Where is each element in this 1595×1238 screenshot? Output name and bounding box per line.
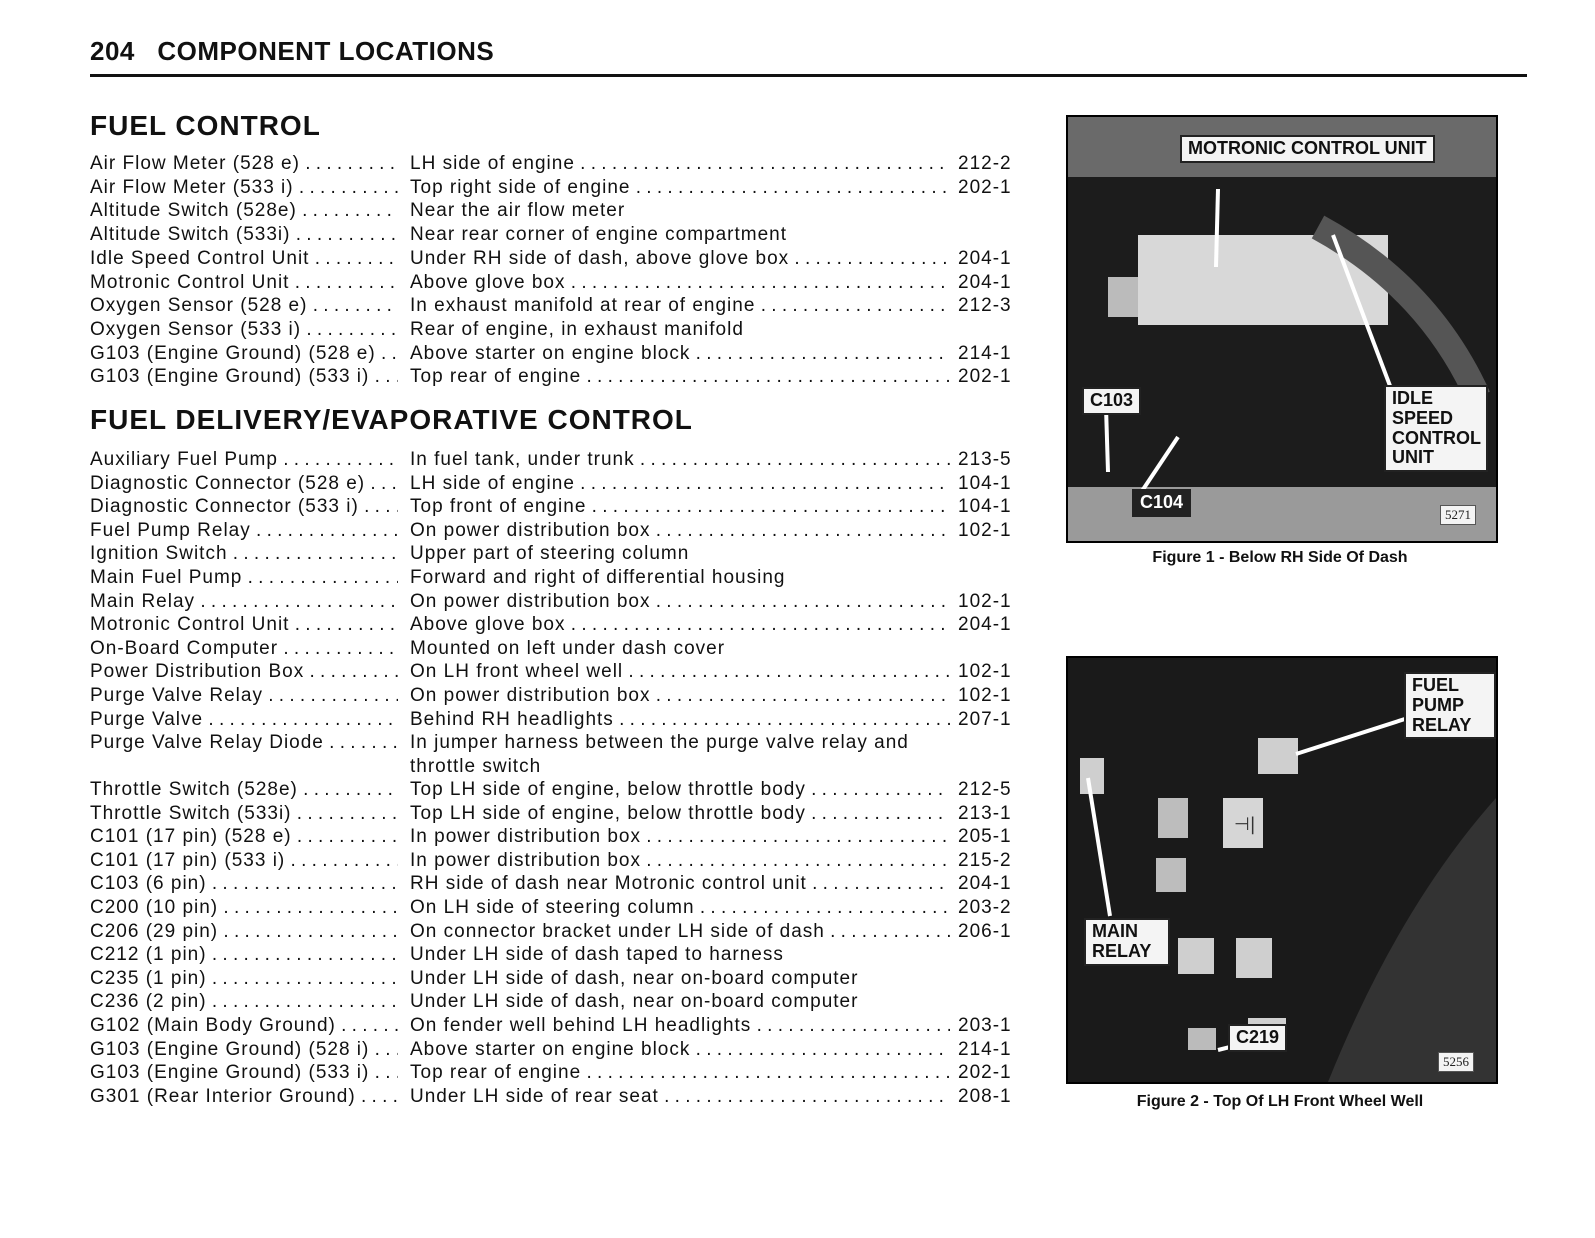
- table-row: [90, 779, 1030, 803]
- component-location: In jumper harness between the purge valve relay and: [410, 732, 909, 754]
- component-location: Forward and right of differential housing: [410, 567, 786, 588]
- figure-reference: 212-5: [958, 779, 1012, 800]
- figure-reference: 102-1: [958, 685, 1012, 706]
- component-name: Purge Valve Relay . . .: [90, 685, 398, 707]
- svg-text:⊣|: ⊣|: [1234, 814, 1256, 835]
- component-name: Altitude Switch (533i) . . .: [90, 224, 398, 246]
- component-name: Main Fuel Pump . . .: [90, 567, 398, 589]
- figure-reference: 202-1: [958, 366, 1012, 388]
- component-name: Fuel Pump Relay . . .: [90, 520, 398, 542]
- label-c219: C219: [1228, 1024, 1287, 1052]
- figure-reference: 204-1: [958, 271, 1012, 293]
- component-location: On connector bracket under LH side of dash . . .: [410, 921, 950, 943]
- component-name: C103 (6 pin) . . .: [90, 873, 398, 895]
- component-name: Air Flow Meter (533 i) . . .: [90, 177, 398, 199]
- figure-reference: 203-1: [958, 1015, 1012, 1036]
- section-title-fuel-control: FUEL CONTROL: [90, 110, 321, 141]
- component-name: G301 (Rear Interior Ground) . . .: [90, 1086, 398, 1108]
- figure-reference: 202-1: [958, 176, 1012, 198]
- table-row: [90, 366, 1030, 390]
- table-row: [90, 638, 1030, 662]
- component-location: On power distribution box . . .: [410, 685, 950, 707]
- component-name: Power Distribution Box . . .: [90, 661, 398, 683]
- figure-reference: 102-1: [958, 590, 1012, 612]
- figure-2-number: 5256: [1438, 1052, 1474, 1072]
- component-location: Behind RH headlights . . .: [410, 709, 950, 731]
- component-name: C200 (10 pin) . . .: [90, 897, 398, 919]
- table-row: [90, 850, 1030, 874]
- location-continuation: throttle switch: [410, 756, 542, 777]
- table-row: [90, 826, 1030, 850]
- figure-reference: 214-1: [958, 342, 1012, 364]
- figure-reference: 206-1: [958, 920, 1012, 942]
- table-row: [90, 200, 1030, 224]
- table-row: [90, 803, 1030, 827]
- table-row: [90, 591, 1030, 615]
- component-name: On-Board Computer . . .: [90, 638, 398, 660]
- component-location: Top LH side of engine, below throttle body . . .: [410, 779, 950, 801]
- table-row: [90, 709, 1030, 733]
- component-location: Under LH side of dash taped to harness: [410, 944, 784, 966]
- page-title: COMPONENT LOCATIONS: [157, 36, 495, 66]
- label-motronic-control-unit: MOTRONIC CONTROL UNIT: [1180, 135, 1435, 163]
- label-main-relay: MAIN RELAY: [1084, 918, 1170, 966]
- component-name: Purge Valve . . .: [90, 709, 398, 731]
- figure-reference: 204-1: [958, 614, 1012, 636]
- figure-reference: 213-1: [958, 802, 1012, 824]
- figure-reference: 202-1: [958, 1062, 1012, 1084]
- component-location: Above glove box . . .: [410, 272, 950, 294]
- component-name: Oxygen Sensor (528 e) . . .: [90, 295, 398, 317]
- component-location: In exhaust manifold at rear of engine . . .: [410, 295, 950, 317]
- section-title-fuel-delivery: FUEL DELIVERY/EVAPORATIVE CONTROL: [90, 404, 693, 435]
- component-location: Top rear of engine . . .: [410, 366, 950, 388]
- label-idle-speed-control-unit: IDLE SPEED CONTROL UNIT: [1384, 385, 1488, 472]
- table-row: [90, 968, 1030, 992]
- component-name: Auxiliary Fuel Pump . . .: [90, 449, 398, 471]
- component-name: G103 (Engine Ground) (528 i) . . .: [90, 1039, 398, 1061]
- component-location: In fuel tank, under trunk . . .: [410, 449, 950, 471]
- component-location: Rear of engine, in exhaust manifold: [410, 318, 744, 340]
- table-row: [90, 520, 1030, 544]
- figure-1-photo: [1066, 115, 1498, 543]
- component-location: Top LH side of engine, below throttle body . . .: [410, 803, 950, 825]
- figure-2-caption: Figure 2 - Top Of LH Front Wheel Well: [1136, 1093, 1424, 1110]
- table-row: [90, 661, 1030, 685]
- table-row: [90, 1086, 1030, 1110]
- component-location: Top right side of engine . . .: [410, 177, 950, 199]
- figure-reference: 102-1: [958, 661, 1012, 683]
- table-row: [90, 921, 1030, 945]
- page-header: [90, 36, 1527, 77]
- figure-reference: 104-1: [958, 472, 1012, 494]
- component-name: G103 (Engine Ground) (533 i) . . .: [90, 366, 398, 388]
- table-row: [90, 991, 1030, 1015]
- table-row: [90, 449, 1030, 473]
- component-location: Above glove box . . .: [410, 614, 950, 636]
- component-location: On fender well behind LH headlights . . .: [410, 1015, 950, 1037]
- component-location: On LH side of steering column . . .: [410, 897, 950, 919]
- table-row: [90, 732, 1030, 756]
- component-name: Altitude Switch (528e) . . .: [90, 200, 398, 222]
- component-location: LH side of engine . . .: [410, 473, 950, 495]
- table-row: [90, 272, 1030, 296]
- table-row: [90, 873, 1030, 897]
- table-row: [90, 496, 1030, 520]
- table-row: [90, 248, 1030, 272]
- figure-2-photo: [1066, 656, 1498, 1084]
- component-name: C212 (1 pin) . . .: [90, 944, 398, 966]
- label-c103: C103: [1082, 387, 1141, 415]
- component-location: On power distribution box . . .: [410, 591, 950, 613]
- table-row: [90, 1015, 1030, 1039]
- component-location: Under LH side of dash, near on-board computer: [410, 991, 859, 1013]
- component-name: Idle Speed Control Unit . . .: [90, 248, 398, 270]
- table-row: [90, 224, 1030, 248]
- component-name: C235 (1 pin) . . .: [90, 968, 398, 990]
- component-name: G103 (Engine Ground) (528 e) . . .: [90, 343, 398, 365]
- component-location: Under RH side of dash, above glove box . . .: [410, 248, 950, 270]
- component-location: Near rear corner of engine compartment: [410, 224, 787, 246]
- component-name: Oxygen Sensor (533 i) . . .: [90, 319, 398, 341]
- table-row: [90, 473, 1030, 497]
- component-location: Top rear of engine . . .: [410, 1062, 950, 1084]
- page-number: 204: [90, 36, 135, 66]
- table-row: [90, 567, 1030, 591]
- figure-reference: 204-1: [958, 247, 1012, 269]
- figure-reference: 102-1: [958, 519, 1012, 541]
- table-row: [90, 153, 1030, 177]
- table-row: [90, 343, 1030, 367]
- component-name: Main Relay . . .: [90, 591, 398, 613]
- component-name: G102 (Main Body Ground) . . .: [90, 1015, 398, 1037]
- component-name: Throttle Switch (533i) . . .: [90, 803, 398, 825]
- component-location: Near the air flow meter: [410, 200, 626, 222]
- figure-reference: 215-2: [958, 849, 1012, 871]
- component-location: Top front of engine . . .: [410, 496, 950, 518]
- component-name: Ignition Switch . . .: [90, 543, 398, 565]
- component-name: Motronic Control Unit . . .: [90, 272, 398, 294]
- figure-reference: 204-1: [958, 873, 1012, 895]
- component-name: G103 (Engine Ground) (533 i) . . .: [90, 1062, 398, 1084]
- figure-reference: 212-3: [958, 295, 1012, 317]
- table-row: [90, 177, 1030, 201]
- component-name: Air Flow Meter (528 e) . . .: [90, 153, 398, 175]
- figure-reference: 207-1: [958, 708, 1012, 730]
- table-row: [90, 543, 1030, 567]
- component-location: LH side of engine . . .: [410, 153, 950, 175]
- component-location: In power distribution box . . .: [410, 826, 950, 848]
- component-location: On LH front wheel well . . .: [410, 661, 950, 683]
- component-location: On power distribution box . . .: [410, 520, 950, 542]
- table-row: [90, 685, 1030, 709]
- table-row: [90, 944, 1030, 968]
- component-name: C236 (2 pin) . . .: [90, 991, 398, 1013]
- table-row: [90, 1039, 1030, 1063]
- figure-reference: 205-1: [958, 826, 1012, 848]
- component-location: Above starter on engine block . . .: [410, 1039, 950, 1061]
- component-location: Under LH side of dash, near on-board computer: [410, 967, 859, 989]
- component-location: Above starter on engine block . . .: [410, 343, 950, 365]
- component-location: Mounted on left under dash cover: [410, 637, 726, 659]
- component-name: Diagnostic Connector (528 e) . . .: [90, 473, 398, 495]
- component-location: Under LH side of rear seat . . .: [410, 1086, 950, 1108]
- table-row: [90, 1062, 1030, 1086]
- component-name: Diagnostic Connector (533 i) . . .: [90, 496, 398, 518]
- component-name: Throttle Switch (528e) . . .: [90, 779, 398, 801]
- table-row: [90, 614, 1030, 638]
- figure-reference: 104-1: [958, 496, 1012, 518]
- figure-reference: 214-1: [958, 1038, 1012, 1060]
- component-name: C101 (17 pin) (533 i) . . .: [90, 850, 398, 872]
- figure-reference: 208-1: [958, 1085, 1012, 1107]
- label-c104: C104: [1132, 489, 1191, 517]
- figure-1-caption: Figure 1 - Below RH Side Of Dash: [1152, 549, 1408, 566]
- figure-1-illustration: [1068, 117, 1496, 541]
- figure-1-number: 5271: [1440, 505, 1476, 525]
- label-fuel-pump-relay: FUEL PUMP RELAY: [1404, 672, 1496, 739]
- component-name: Purge Valve Relay Diode . . .: [90, 732, 398, 754]
- figure-reference: 203-2: [958, 897, 1012, 918]
- table-row: [90, 295, 1030, 319]
- component-location: RH side of dash near Motronic control unit . . .: [410, 873, 950, 895]
- component-location: In power distribution box . . .: [410, 850, 950, 872]
- component-name: C206 (29 pin) . . .: [90, 921, 398, 943]
- figure-reference: 213-5: [958, 449, 1012, 470]
- table-row: [90, 319, 1030, 343]
- component-name: C101 (17 pin) (528 e) . . .: [90, 826, 398, 848]
- component-location: Upper part of steering column: [410, 543, 690, 565]
- component-name: Motronic Control Unit . . .: [90, 614, 398, 636]
- table-row: [90, 897, 1030, 921]
- figure-reference: 212-2: [958, 153, 1012, 174]
